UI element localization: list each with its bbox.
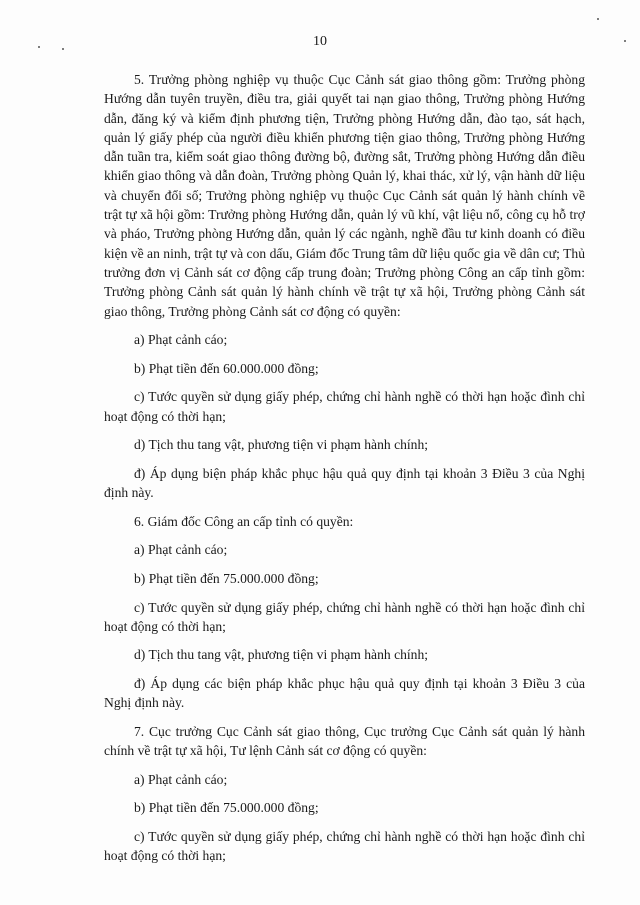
clause-5-item-b: b) Phạt tiền đến 60.000.000 đồng; [134, 360, 319, 376]
clause-6-item-d: d) Tịch thu tang vật, phương tiện vi phạm hành chính; [134, 647, 429, 663]
clause-5-paragraph: 5. Trưởng phòng nghiệp vụ thuộc Cục Cảnh sát giao thông gồm: Trưởng phòng Hướng dẫn tuyên truyền, điều tra, giải quyết tai nạn giao thông, Trưởng phòng Hướng dẫn, đăng ký và kiểm định phương tiện, Trưởng phòng Hướng dẫn, đào tạo, sát hạch, quản lý giấy phép của người điều khiển phương tiện giao thông, Trưởng phòng Hướng dẫn tuần tra, kiểm soát giao thông đường bộ, đường sắt, Trưởng phòng Hướng dẫn điều khiển giao thông và dẫn đoàn, Trưởng phòng Quản lý, khai thác, xử lý, vận hành dữ liệu và chuyển đổi số; Trưởng phòng nghiệp vụ thuộc Cục Cảnh sát quản lý hành chính về trật tự xã hội gồm: Trưởng phòng Hướng dẫn, quản lý vũ khí, vật liệu nổ, công cụ hỗ trợ và pháo, Trưởng phòng Hướng dẫn, quản lý các ngành, nghề đầu tư kinh doanh có điều kiện về an ninh, trật tự và con dấu, Giám đốc Trung tâm dữ liệu quốc gia về dân cư; Thủ trưởng đơn vị Cảnh sát cơ động cấp trung đoàn; Trưởng phòng Công an cấp tỉnh gồm: Trưởng phòng Cảnh sát quản lý hành chính về trật tự xã hội, Trưởng phòng Cảnh sát giao thông, Trưởng phòng Cảnh sát cơ động có quyền: [104, 72, 585, 319]
clause-7-item-b: b) Phạt tiền đến 75.000.000 đồng; [134, 800, 319, 816]
clause-6-item-dd: đ) Áp dụng các biện pháp khắc phục hậu quả quy định tại khoản 3 Điều 3 của Nghị định này. [104, 675, 585, 711]
clause-5-item-d: d) Tịch thu tang vật, phương tiện vi phạm hành chính; [134, 437, 429, 453]
document-body [104, 70, 585, 875]
clause-5-item-a: a) Phạt cảnh cáo; [134, 332, 228, 348]
clause-6-item-a: a) Phạt cảnh cáo; [134, 542, 228, 558]
page-number: 10 [313, 34, 327, 49]
clause-6-paragraph: 6. Giám đốc Công an cấp tỉnh có quyền: [134, 513, 354, 529]
clause-7-item-a: a) Phạt cảnh cáo; [134, 771, 228, 787]
scan-speck [597, 18, 599, 20]
clause-7-item-c: c) Tước quyền sử dụng giấy phép, chứng chỉ hành nghề có thời hạn hoặc đình chỉ hoạt động có thời hạn; [104, 828, 585, 864]
clause-5-item-c: c) Tước quyền sử dụng giấy phép, chứng chỉ hành nghề có thời hạn hoặc đình chỉ hoạt động có thời hạn; [104, 389, 585, 424]
clause-7-paragraph: 7. Cục trưởng Cục Cảnh sát giao thông, Cục trưởng Cục Cảnh sát quản lý hành chính về trật tự xã hội, Tư lệnh Cảnh sát cơ động có quyền: [104, 723, 585, 759]
clause-6-item-b: b) Phạt tiền đến 75.000.000 đồng; [134, 570, 319, 586]
clause-6-item-c: c) Tước quyền sử dụng giấy phép, chứng chỉ hành nghề có thời hạn hoặc đình chỉ hoạt động có thời hạn; [104, 599, 585, 634]
clause-5-item-dd: đ) Áp dụng biện pháp khắc phục hậu quả quy định tại khoản 3 Điều 3 của Nghị định này. [104, 465, 585, 501]
